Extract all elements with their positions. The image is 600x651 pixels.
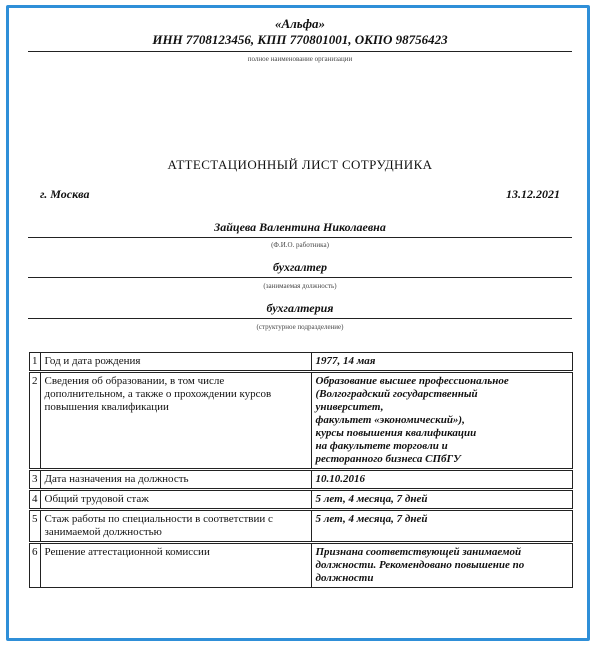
row-value-line: ресторанного бизнеса СПбГУ xyxy=(315,453,461,465)
table-row xyxy=(30,353,573,372)
department-underline xyxy=(28,318,572,319)
row-value-line: факультет «экономический»), xyxy=(315,414,465,426)
row-value-line: 1977, 14 мая xyxy=(315,355,376,367)
table-row xyxy=(30,372,573,470)
row-value-line: Признана соответствующей занимаемой xyxy=(315,546,522,558)
full-name-underline xyxy=(28,237,572,238)
organization-underline xyxy=(28,51,572,52)
organization-codes: ИНН 7708123456, КПП 770801001, ОКПО 98756423 xyxy=(152,32,448,47)
row-value-line: должности. Рекомендовано повышение по xyxy=(315,559,525,571)
organization-caption: полное наименование организации xyxy=(247,55,353,63)
row-label: Дата назначения на должность xyxy=(40,470,311,490)
row-value-line: курсы повышения квалификации xyxy=(315,427,477,439)
table-row xyxy=(30,543,573,588)
full-name-caption: (Ф.И.О. работника) xyxy=(271,241,329,249)
attestation-table xyxy=(29,352,573,588)
row-label: Решение аттестационной комиссии xyxy=(40,543,311,588)
row-number: 1 xyxy=(30,353,41,372)
row-value-line: Образование высшее профессиональное xyxy=(315,375,509,387)
position-underline xyxy=(28,277,572,278)
document-date: 13.12.2021 xyxy=(506,187,560,201)
row-number: 4 xyxy=(30,490,41,510)
row-value xyxy=(311,372,573,470)
table-row xyxy=(30,510,573,543)
row-value-line: 10.10.2016 xyxy=(315,473,365,485)
employee-position: бухгалтер xyxy=(272,260,328,274)
row-number: 3 xyxy=(30,470,41,490)
row-label: Год и дата рождения xyxy=(40,353,311,372)
document-title: АТТЕСТАЦИОННЫЙ ЛИСТ СОТРУДНИКА xyxy=(167,157,433,172)
position-caption: (занимаемая должность) xyxy=(263,282,337,290)
table-row xyxy=(30,490,573,510)
table-row xyxy=(30,470,573,490)
employee-department: бухгалтерия xyxy=(266,301,334,315)
row-label: Стаж работы по специальности в соответствии с занимаемой должностью xyxy=(40,510,311,543)
row-value xyxy=(311,490,573,510)
row-number: 5 xyxy=(30,510,41,543)
row-value-line: должности xyxy=(315,572,374,584)
row-label: Общий трудовой стаж xyxy=(40,490,311,510)
employee-full-name: Зайцева Валентина Николаевна xyxy=(214,220,386,234)
department-caption: (структурное подразделение) xyxy=(256,323,344,331)
row-value-line: (Волгоградский государственный xyxy=(315,388,478,400)
row-value-line: 5 лет, 4 месяца, 7 дней xyxy=(315,513,428,525)
row-value xyxy=(311,510,573,543)
row-number: 2 xyxy=(30,372,41,470)
row-value-line: 5 лет, 4 месяца, 7 дней xyxy=(315,493,428,505)
row-value-line: университет, xyxy=(315,401,384,413)
document-city: г. Москва xyxy=(40,187,90,201)
row-value xyxy=(311,353,573,372)
organization-name: «Альфа» xyxy=(274,16,326,31)
row-value xyxy=(311,470,573,490)
row-value-line: на факультете торговли и xyxy=(315,440,448,452)
row-value xyxy=(311,543,573,588)
row-number: 6 xyxy=(30,543,41,588)
row-label: Сведения об образовании, в том числе дополнительном, а также о прохождении курсов повышения квалификации xyxy=(40,372,311,470)
